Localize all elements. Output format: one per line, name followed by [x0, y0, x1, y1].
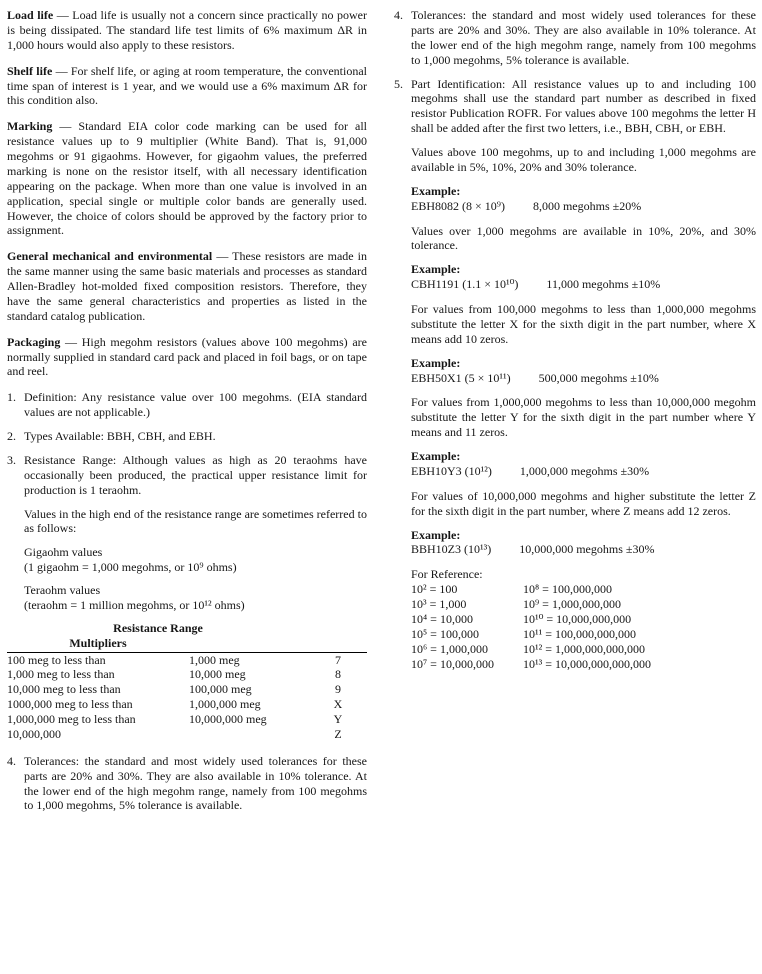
section-heading: Load life — [7, 8, 54, 22]
item-text: Tolerances: the standard and most widely used tolerances for these parts are 20% and 30%. They are also available in 10% tolerance. At the lower end of the high megohm range, namely from 100 megohms to 1,000 megohms, 5% tolerance is available. — [411, 8, 756, 67]
section-load-life — [7, 8, 367, 53]
table-row — [7, 667, 367, 682]
reference-block — [411, 567, 756, 671]
reference-row — [411, 627, 756, 642]
example-block-3 — [411, 356, 756, 386]
item-number: 2. — [7, 429, 16, 443]
table-row — [7, 682, 367, 697]
range-to: 100,000 meg — [189, 682, 252, 697]
example-value: 500,000 megohms ±10% — [538, 370, 659, 385]
reference-left: 10⁷ = 10,000,000 — [411, 656, 494, 671]
range-to: 10,000 meg — [189, 667, 246, 682]
section-body: — Load life is usually not a concern since practically no power is being dissipated. The standard life test limits of 6% maximum ΔR in 1,000 hours would also apply to these resistors. — [7, 8, 367, 52]
example-value: 11,000 megohms ±10% — [546, 277, 661, 292]
reference-row — [411, 642, 756, 657]
reference-left: 10⁵ = 100,000 — [411, 626, 479, 641]
item-text: Resistance Range: Although values as high as 20 teraohms have occasionally been produced, the practical upper resistance limit for production is 1 teraohm. — [24, 452, 367, 497]
multiplier: Y — [333, 712, 343, 726]
example-block-2 — [411, 262, 756, 292]
gigaohm-definition — [24, 545, 367, 575]
item-number: 5. — [394, 76, 403, 91]
item-number: 4. — [394, 8, 403, 22]
section-packaging — [7, 335, 367, 380]
range-from: 10,000 meg to less than — [7, 682, 121, 697]
example-block-1 — [411, 184, 756, 214]
multiplier: Z — [334, 726, 342, 741]
example-value: 1,000,000 megohms ±30% — [519, 463, 650, 478]
reference-right: 10¹⁰ = 10,000,000,000 — [523, 611, 632, 626]
example-label: Example: — [411, 262, 461, 277]
example-line — [411, 371, 756, 386]
item-number: 4. — [7, 753, 16, 768]
tolerance-availability-paragraph: Values above 100 megohms, up to and including 1,000 megohms are available in 5%, 10%, 20% and 30% tolerance. — [411, 145, 756, 174]
example-value: 8,000 megohms ±20% — [532, 198, 642, 213]
example-value: 10,000,000 megohms ±30% — [519, 542, 655, 557]
gigaohm-text: (1 gigaohm = 1,000 megohms, or 10⁹ ohms) — [24, 560, 237, 575]
left-column — [7, 8, 367, 822]
range-to — [189, 727, 309, 742]
range-from: 1,000,000 meg to less than — [7, 712, 136, 726]
section-heading: Marking — [7, 119, 53, 134]
example-label: Example: — [411, 183, 461, 198]
item-text: Part Identification: All resistance values up to and including 100 megohms shall use the standard part number as described in fixed resistor Publication ROFR. For values above 100 megohms the letter H shall be added after the first two letters, i.e., BBH, CBH, or EBH. — [411, 76, 756, 136]
section-body: — For shelf life, or aging at room temperature, the conventional time span of interest is 1 year, and we would use a 6% maximum ΔR for this condition also. — [7, 63, 368, 108]
item-number: 3. — [7, 452, 16, 467]
example-line — [411, 199, 756, 214]
list-item-types — [7, 429, 367, 444]
resistance-range-notes — [24, 507, 367, 537]
section-shelf-life — [7, 64, 367, 109]
range-from: 1,000 meg to less than — [7, 667, 115, 682]
example-part-number: EBH50X1 (5 × 10¹¹) — [411, 370, 511, 385]
reference-left: 10³ = 1,000 — [411, 597, 467, 611]
range-to: 1,000,000 meg — [189, 697, 261, 712]
table-row — [7, 712, 367, 727]
table-row — [7, 697, 367, 712]
part-identification-details — [411, 145, 756, 671]
section-body: — Standard EIA color code marking can be used for all resistance values up to 9 multiplier (White Band). That is, 91,000 megohms or 91 gigaohms. However, for gigaohm values, the preferred marking is none on the resistor itself, with all necessary identification appearing on the package. When more than one value is involved in an application, special single or multiple color bands are generally used. However, the choice of colors should be approved by the factory prior to assignment. — [7, 119, 368, 238]
range-to: 10,000,000 meg — [189, 712, 267, 726]
item-number: 1. — [7, 390, 16, 405]
teraohm-title: Teraohm values — [24, 583, 101, 597]
multiplier: 9 — [335, 682, 341, 697]
table-header-multipliers: Multipliers — [69, 635, 127, 650]
example-line — [411, 464, 756, 479]
range-from: 1000,000 meg to less than — [7, 697, 133, 712]
reference-right: 10¹² = 1,000,000,000,000 — [523, 641, 645, 656]
multiplier: 7 — [335, 652, 341, 667]
reference-left: 10⁴ = 10,000 — [411, 611, 473, 626]
item-text: Definition: Any resistance value over 100 megohms. (EIA standard values are not applicable.) — [24, 390, 367, 420]
teraohm-text: (teraohm = 1 million megohms, or 10¹² ohms) — [24, 597, 245, 612]
list-item-resistance-range — [7, 453, 367, 498]
example-part-number: CBH1191 (1.1 × 10¹⁰) — [411, 277, 519, 292]
reference-title: For Reference: — [411, 567, 483, 582]
example-label: Example: — [411, 449, 461, 463]
table-row — [7, 727, 367, 742]
multiplier: 8 — [335, 667, 341, 682]
list-item-definition — [7, 390, 367, 420]
reference-right: 10⁹ = 1,000,000,000 — [523, 597, 621, 611]
section-body: — High megohm resistors (values above 100 megohms) are normally supplied in standard card pack and placed in foil bags, or on tape and reel. — [7, 334, 367, 379]
reference-right: 10¹³ = 10,000,000,000,000 — [523, 656, 651, 671]
reference-right: 10⁸ = 100,000,000 — [523, 582, 612, 597]
section-mechanical — [7, 249, 367, 323]
table-header-spacer — [309, 621, 367, 636]
example-label: Example: — [411, 355, 461, 370]
reference-left: 10² = 100 — [411, 582, 458, 597]
resistance-range-table — [7, 621, 367, 742]
reference-left: 10⁶ = 1,000,000 — [411, 641, 488, 656]
section-heading: General mechanical and environmental — [7, 249, 213, 264]
gigaohm-title: Gigaohm values — [24, 545, 103, 560]
example-line — [411, 277, 756, 292]
example-label: Example: — [411, 527, 461, 542]
section-body: — These resistors are made in the same manner using the same basic materials and processes as standard Allen-Bradley hot-molded fixed composition resistors. Therefore, they have the same general characteristics and properties as listed in the standard catalog publication. — [7, 249, 367, 323]
section-heading: Shelf life — [7, 63, 53, 78]
table-row — [7, 653, 367, 668]
item-text: Types Available: BBH, CBH, and EBH. — [24, 429, 216, 443]
table-header-range: Resistance Range — [113, 620, 203, 635]
reference-row — [411, 612, 756, 627]
range-from: 100 meg to less than — [7, 652, 106, 667]
letter-y-paragraph: For values from 1,000,000 megohms to less than 10,000,000 megohm substitute the letter Y for the sixth digit in the part number where Y means and 11 zeros. — [411, 395, 756, 440]
multiplier: X — [333, 697, 343, 712]
range-note: Values in the high end of the resistance range are sometimes referred to as follows: — [24, 506, 367, 536]
reference-row — [411, 657, 756, 672]
list-item-part-identification — [394, 77, 756, 137]
example-block-5 — [411, 528, 756, 558]
right-column — [394, 8, 756, 822]
teraohm-definition — [24, 583, 367, 613]
example-part-number: EBH10Y3 (10¹²) — [411, 463, 492, 478]
example-part-number: EBH8082 (8 × 10⁹) — [411, 198, 505, 213]
item-text: Tolerances: the standard and most widely used tolerances for these parts are 20% and 30%. They are also available in 10% tolerance. At the lower end of the high megohm range, namely from 100 megohms to 1,000 megohms, 5% tolerance is available. — [24, 753, 367, 813]
list-item-tolerances-repeat — [394, 8, 756, 68]
example-part-number: BBH10Z3 (10¹³) — [411, 542, 492, 557]
range-from: 10,000,000 — [7, 726, 61, 741]
example-line — [411, 542, 756, 557]
table-header-row — [7, 621, 367, 653]
reference-row — [411, 582, 756, 597]
section-heading: Packaging — [7, 334, 61, 349]
list-item-tolerances — [7, 754, 367, 814]
range-to: 1,000 meg — [189, 652, 240, 667]
letter-z-paragraph: For values of 10,000,000 megohms and higher substitute the letter Z for the sixth digit in the part number, where Z means add 12 zeros. — [411, 488, 756, 518]
letter-x-paragraph: For values from 100,000 megohms to less than 1,000,000 megohms substitute the letter X for the sixth digit in the part number, where X means add 10 zeros. — [411, 302, 756, 346]
example-block-4 — [411, 449, 756, 479]
reference-right: 10¹¹ = 100,000,000,000 — [523, 626, 636, 641]
reference-row — [411, 597, 756, 612]
over-1000-paragraph: Values over 1,000 megohms are available in 10%, 20%, and 30% tolerance. — [411, 223, 756, 253]
section-marking — [7, 119, 367, 238]
